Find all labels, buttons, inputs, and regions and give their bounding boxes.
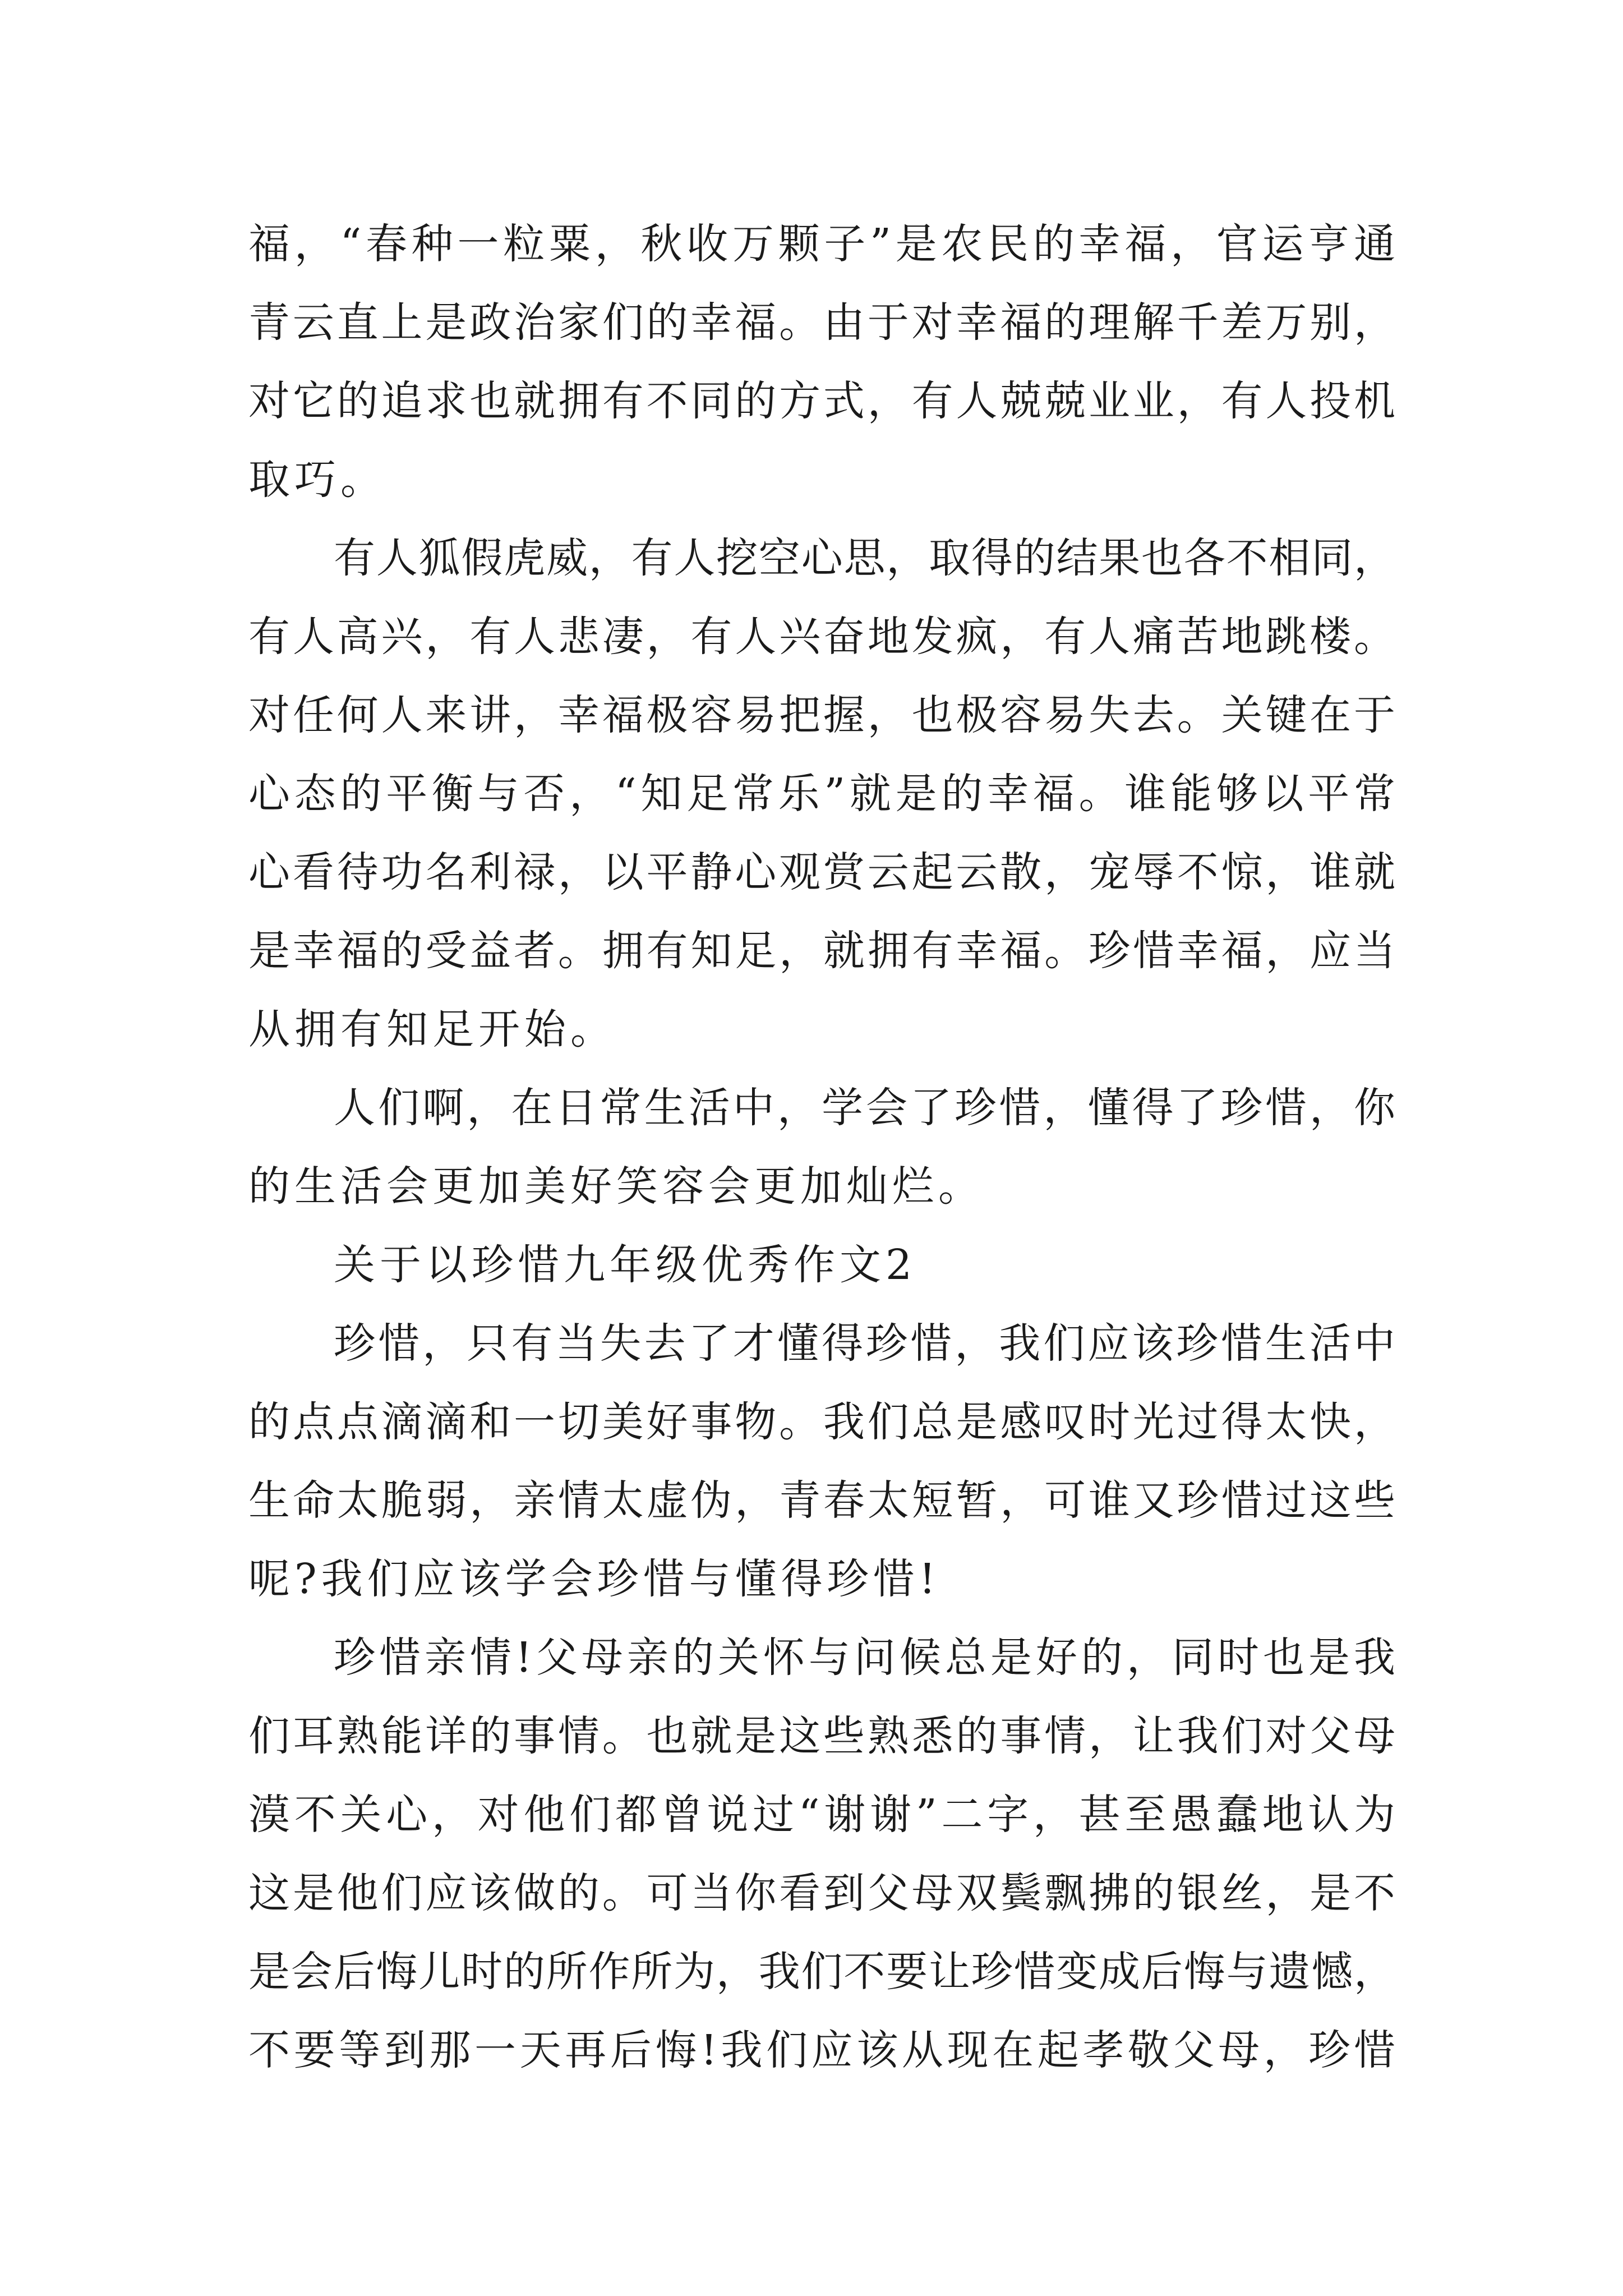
text-line: 生命太脆弱，亲情太虚伪，青春太短暂，可谁又珍惜过这些 bbox=[248, 1476, 1395, 1525]
text-line: 取巧。 bbox=[248, 455, 386, 504]
section-heading: 关于以珍惜九年级优秀作文2 bbox=[334, 1241, 917, 1289]
text-line: 是幸福的受益者。拥有知足，就拥有幸福。珍惜幸福，应当 bbox=[248, 927, 1395, 975]
text-line: 们耳熟能详的事情。也就是这些熟悉的事情，让我们对父母 bbox=[248, 1712, 1395, 1760]
text-line: 不要等到那一天再后悔!我们应该从现在起孝敬父母，珍惜 bbox=[248, 2026, 1395, 2074]
text-line: 对任何人来讲，幸福极容易把握，也极容易失去。关键在于 bbox=[248, 691, 1395, 739]
text-line: 心态的平衡与否，“知足常乐”就是的幸福。谁能够以平常 bbox=[248, 770, 1395, 818]
text-line: 对它的追求也就拥有不同的方式，有人兢兢业业，有人投机 bbox=[248, 377, 1395, 425]
text-line: 漠不关心，对他们都曾说过“谢谢”二字，甚至愚蠢地认为 bbox=[248, 1791, 1395, 1839]
text-line: 的点点滴滴和一切美好事物。我们总是感叹时光过得太快， bbox=[248, 1398, 1395, 1446]
paragraph-first-line: 珍惜亲情!父母亲的关怀与问候总是好的，同时也是我 bbox=[334, 1634, 1395, 1682]
text-line: 呢?我们应该学会珍惜与懂得珍惜! bbox=[248, 1555, 940, 1603]
paragraph-first-line: 珍惜，只有当失去了才懂得珍惜，我们应该珍惜生活中 bbox=[334, 1319, 1395, 1368]
text-line: 从拥有知足开始。 bbox=[248, 1005, 616, 1053]
text-line: 青云直上是政治家们的幸福。由于对幸福的理解千差万别， bbox=[248, 298, 1395, 347]
paragraph-first-line: 有人狐假虎威，有人挖空心思，取得的结果也各不相同， bbox=[334, 534, 1395, 582]
text-line: 这是他们应该做的。可当你看到父母双鬓飘拂的银丝，是不 bbox=[248, 1869, 1395, 1917]
text-line: 有人高兴，有人悲凄，有人兴奋地发疯，有人痛苦地跳楼。 bbox=[248, 613, 1395, 661]
text-line: 是会后悔儿时的所作所为，我们不要让珍惜变成后悔与遗憾， bbox=[248, 1948, 1395, 1996]
text-line: 心看待功名利禄，以平静心观赏云起云散，宠辱不惊，谁就 bbox=[248, 848, 1395, 896]
text-line: 福，“春种一粒粟，秋收万颗子”是农民的幸福，官运亨通 bbox=[248, 220, 1395, 268]
paragraph-first-line: 人们啊，在日常生活中，学会了珍惜，懂得了珍惜，你 bbox=[334, 1084, 1395, 1132]
text-line: 的生活会更加美好笑容会更加灿烂。 bbox=[248, 1162, 984, 1211]
